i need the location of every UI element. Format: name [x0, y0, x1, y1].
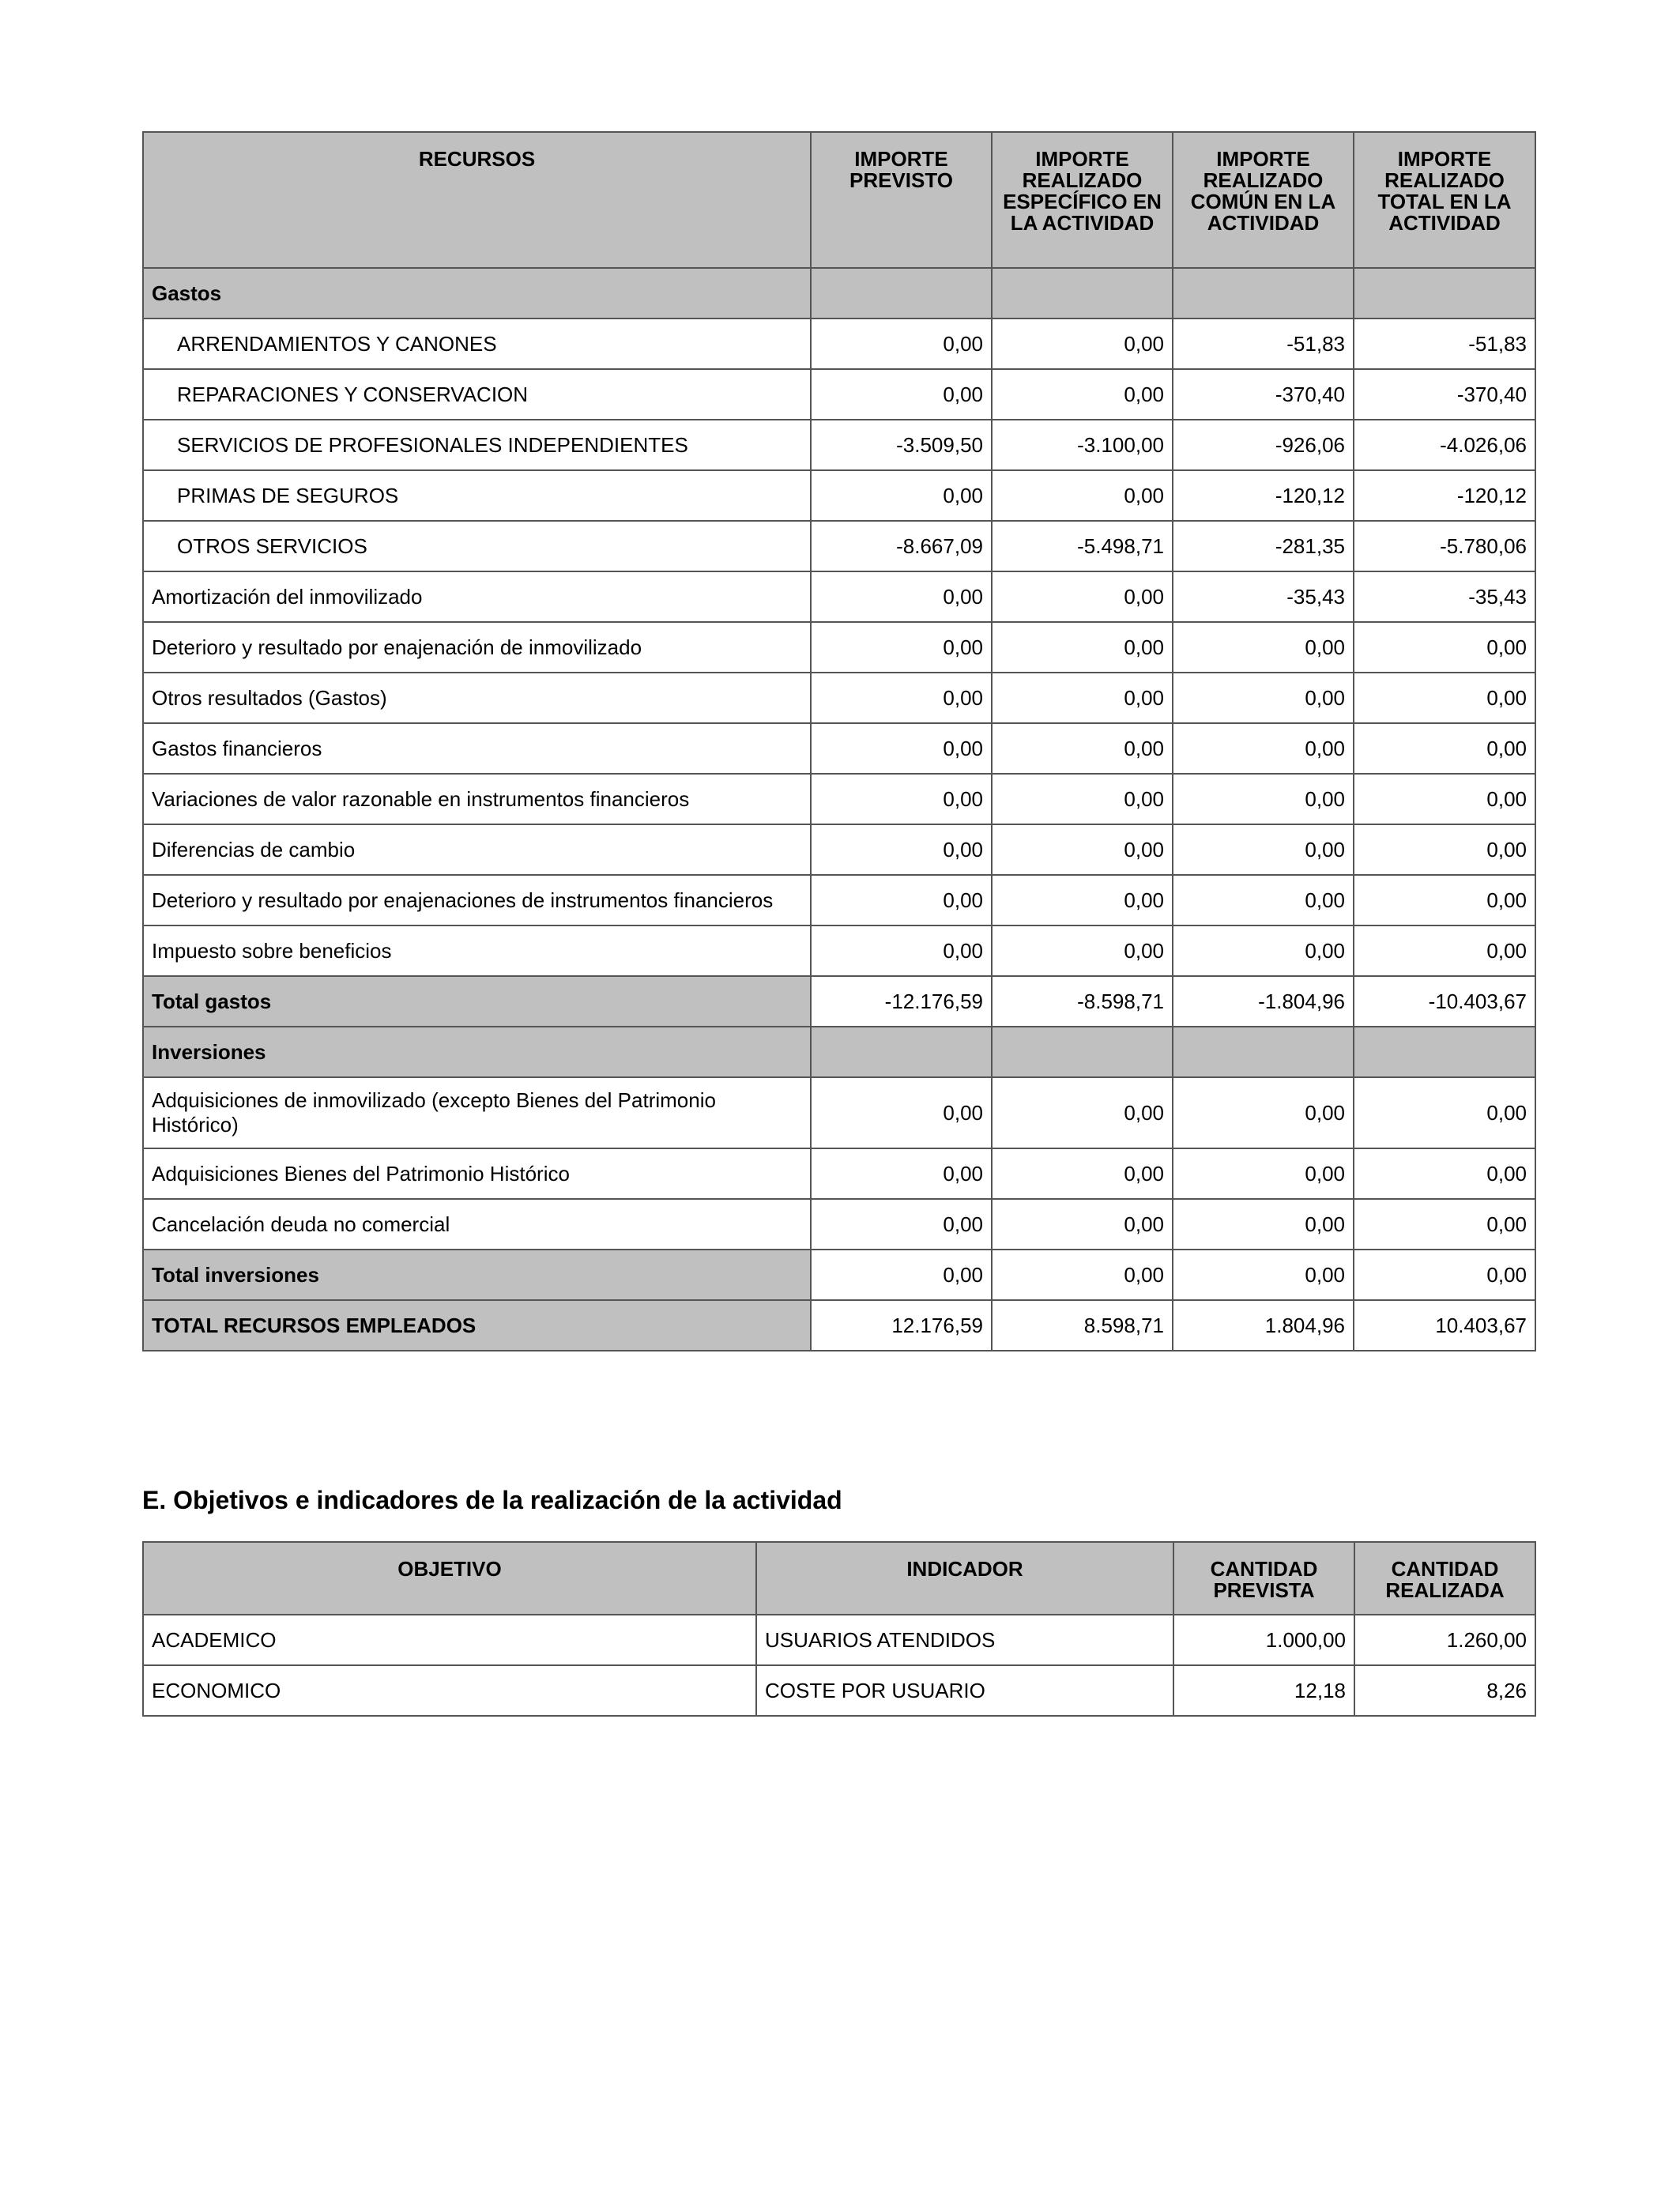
amount-cell: -5.780,06: [1354, 521, 1535, 571]
row-label: Total inversiones: [143, 1250, 811, 1300]
total-gastos-row: [143, 976, 1535, 1027]
amount-cell: 0,00: [811, 470, 992, 521]
amount-cell: 1.804,96: [1173, 1300, 1354, 1351]
amount-cell: -10.403,67: [1354, 976, 1535, 1027]
row-label: PRIMAS DE SEGUROS: [143, 470, 811, 521]
row-label: Otros resultados (Gastos): [143, 673, 811, 723]
table-row: [143, 571, 1535, 622]
amount-cell: 0,00: [992, 319, 1173, 369]
amount-cell: 0,00: [1173, 1148, 1354, 1199]
row-label: Impuesto sobre beneficios: [143, 925, 811, 976]
amount-cell: 0,00: [1354, 1250, 1535, 1300]
row-label: Gastos financieros: [143, 723, 811, 774]
row-label: Amortización del inmovilizado: [143, 571, 811, 622]
amount-cell: 0,00: [992, 875, 1173, 925]
amount-cell: 0,00: [992, 369, 1173, 420]
amount-cell: 0,00: [1354, 1148, 1535, 1199]
amount-cell: 0,00: [1354, 774, 1535, 824]
table-row: [143, 1077, 1535, 1148]
amount-cell: -1.804,96: [1173, 976, 1354, 1027]
table-row: [143, 1199, 1535, 1250]
amount-cell: 0,00: [811, 571, 992, 622]
objetivo-cell-prevista: 1.000,00: [1173, 1615, 1354, 1665]
amount-cell: 0,00: [1173, 622, 1354, 673]
amount-cell: -35,43: [1173, 571, 1354, 622]
amount-cell: 0,00: [811, 1250, 992, 1300]
amount-cell: 0,00: [811, 1077, 992, 1148]
amount-cell: 0,00: [811, 824, 992, 875]
amount-cell: 0,00: [1354, 723, 1535, 774]
amount-cell: -8.598,71: [992, 976, 1173, 1027]
amount-cell: -35,43: [1354, 571, 1535, 622]
table-row: [143, 774, 1535, 824]
amount-cell: 0,00: [1354, 673, 1535, 723]
amount-cell: 12.176,59: [811, 1300, 992, 1351]
amount-cell: 0,00: [992, 1250, 1173, 1300]
amount-cell: 0,00: [1173, 723, 1354, 774]
amount-cell: 0,00: [1173, 925, 1354, 976]
amount-cell: -926,06: [1173, 420, 1354, 470]
amount-cell: 0,00: [992, 1077, 1173, 1148]
recursos-header-row: [143, 132, 1535, 268]
amount-cell: -281,35: [1173, 521, 1354, 571]
total-inversiones-row: [143, 1250, 1535, 1300]
table-row: [143, 369, 1535, 420]
amount-cell: -370,40: [1354, 369, 1535, 420]
inversiones-section-row: [143, 1027, 1535, 1077]
amount-cell: 0,00: [1173, 875, 1354, 925]
amount-cell: 0,00: [1173, 673, 1354, 723]
header-importe-previsto: IMPORTE PREVISTO: [811, 132, 992, 268]
table-row: [143, 925, 1535, 976]
amount-cell: 0,00: [992, 1199, 1173, 1250]
amount-cell: 0,00: [811, 369, 992, 420]
amount-cell: -3.509,50: [811, 420, 992, 470]
amount-cell: 0,00: [811, 774, 992, 824]
section-e-title: E. Objetivos e indicadores de la realización de la actividad: [142, 1486, 842, 1514]
header-cantidad-prevista: CANTIDAD PREVISTA: [1173, 1542, 1354, 1615]
amount-cell: -8.667,09: [811, 521, 992, 571]
amount-cell: 0,00: [992, 1148, 1173, 1199]
table-row: [143, 824, 1535, 875]
objetivo-cell-prevista: 12,18: [1173, 1665, 1354, 1716]
table-row: [143, 470, 1535, 521]
objetivo-cell-objetivo: ECONOMICO: [143, 1665, 756, 1716]
objetivo-cell-realizada: 1.260,00: [1354, 1615, 1535, 1665]
amount-cell: 0,00: [1173, 1250, 1354, 1300]
row-label: Cancelación deuda no comercial: [143, 1199, 811, 1250]
table-row: [143, 622, 1535, 673]
objetivo-cell-objetivo: ACADEMICO: [143, 1615, 756, 1665]
objetivo-row: [143, 1665, 1535, 1716]
table-row: [143, 420, 1535, 470]
objetivo-cell-indicador: COSTE POR USUARIO: [756, 1665, 1173, 1716]
amount-cell: 0,00: [811, 622, 992, 673]
amount-cell: 8.598,71: [992, 1300, 1173, 1351]
amount-cell: 0,00: [992, 571, 1173, 622]
amount-cell: 0,00: [992, 673, 1173, 723]
header-recursos: RECURSOS: [143, 132, 811, 268]
objetivos-header-row: [143, 1542, 1535, 1615]
amount-cell: 0,00: [1173, 1199, 1354, 1250]
table-row: [143, 723, 1535, 774]
row-label: Adquisiciones de inmovilizado (excepto Bienes del Patrimonio Histórico): [143, 1077, 811, 1148]
table-row: [143, 521, 1535, 571]
amount-cell: -51,83: [1354, 319, 1535, 369]
amount-cell: -370,40: [1173, 369, 1354, 420]
amount-cell: 0,00: [1354, 824, 1535, 875]
row-label: Diferencias de cambio: [143, 824, 811, 875]
row-label: Deterioro y resultado por enajenación de inmovilizado: [143, 622, 811, 673]
amount-cell: -3.100,00: [992, 420, 1173, 470]
amount-cell: 0,00: [992, 723, 1173, 774]
amount-cell: 0,00: [811, 1148, 992, 1199]
row-label: Total gastos: [143, 976, 811, 1027]
table-row: [143, 1148, 1535, 1199]
amount-cell: 0,00: [1173, 774, 1354, 824]
amount-cell: 0,00: [1354, 1077, 1535, 1148]
table-row: [143, 673, 1535, 723]
row-label: SERVICIOS DE PROFESIONALES INDEPENDIENTES: [143, 420, 811, 470]
amount-cell: 0,00: [992, 824, 1173, 875]
amount-cell: 0,00: [992, 774, 1173, 824]
amount-cell: 0,00: [1354, 925, 1535, 976]
amount-cell: 0,00: [1173, 1077, 1354, 1148]
table-row: [143, 875, 1535, 925]
gastos-section-row: [143, 268, 1535, 319]
gastos-section-label: Gastos: [143, 268, 811, 319]
header-importe-especifico: IMPORTE REALIZADO ESPECÍFICO EN LA ACTIVIDAD: [992, 132, 1173, 268]
amount-cell: 0,00: [992, 622, 1173, 673]
header-objetivo: OBJETIVO: [143, 1542, 756, 1615]
amount-cell: 0,00: [1354, 622, 1535, 673]
amount-cell: 0,00: [1354, 1199, 1535, 1250]
amount-cell: 0,00: [811, 1199, 992, 1250]
row-label: Deterioro y resultado por enajenaciones de instrumentos financieros: [143, 875, 811, 925]
row-label: Variaciones de valor razonable en instrumentos financieros: [143, 774, 811, 824]
objetivos-table: [142, 1541, 1536, 1717]
table-row: [143, 319, 1535, 369]
recursos-table: [142, 131, 1536, 1351]
objetivo-row: [143, 1615, 1535, 1665]
amount-cell: 10.403,67: [1354, 1300, 1535, 1351]
amount-cell: -4.026,06: [1354, 420, 1535, 470]
amount-cell: -120,12: [1173, 470, 1354, 521]
row-label: OTROS SERVICIOS: [143, 521, 811, 571]
amount-cell: 0,00: [811, 925, 992, 976]
amount-cell: 0,00: [992, 470, 1173, 521]
amount-cell: 0,00: [1354, 875, 1535, 925]
amount-cell: -12.176,59: [811, 976, 992, 1027]
inversiones-section-row-label: Inversiones: [143, 1027, 811, 1077]
amount-cell: -120,12: [1354, 470, 1535, 521]
header-indicador: INDICADOR: [756, 1542, 1173, 1615]
amount-cell: -5.498,71: [992, 521, 1173, 571]
header-importe-total: IMPORTE REALIZADO TOTAL EN LA ACTIVIDAD: [1354, 132, 1535, 268]
amount-cell: -51,83: [1173, 319, 1354, 369]
amount-cell: 0,00: [811, 319, 992, 369]
row-label: REPARACIONES Y CONSERVACION: [143, 369, 811, 420]
amount-cell: 0,00: [1173, 824, 1354, 875]
amount-cell: 0,00: [811, 875, 992, 925]
amount-cell: 0,00: [811, 723, 992, 774]
row-label: TOTAL RECURSOS EMPLEADOS: [143, 1300, 811, 1351]
amount-cell: 0,00: [992, 925, 1173, 976]
objetivo-cell-indicador: USUARIOS ATENDIDOS: [756, 1615, 1173, 1665]
header-cantidad-realizada: CANTIDAD REALIZADA: [1354, 1542, 1535, 1615]
total-recursos-row: [143, 1300, 1535, 1351]
objetivo-cell-realizada: 8,26: [1354, 1665, 1535, 1716]
header-importe-comun: IMPORTE REALIZADO COMÚN EN LA ACTIVIDAD: [1173, 132, 1354, 268]
row-label: ARRENDAMIENTOS Y CANONES: [143, 319, 811, 369]
row-label: Adquisiciones Bienes del Patrimonio Histórico: [143, 1148, 811, 1199]
amount-cell: 0,00: [811, 673, 992, 723]
